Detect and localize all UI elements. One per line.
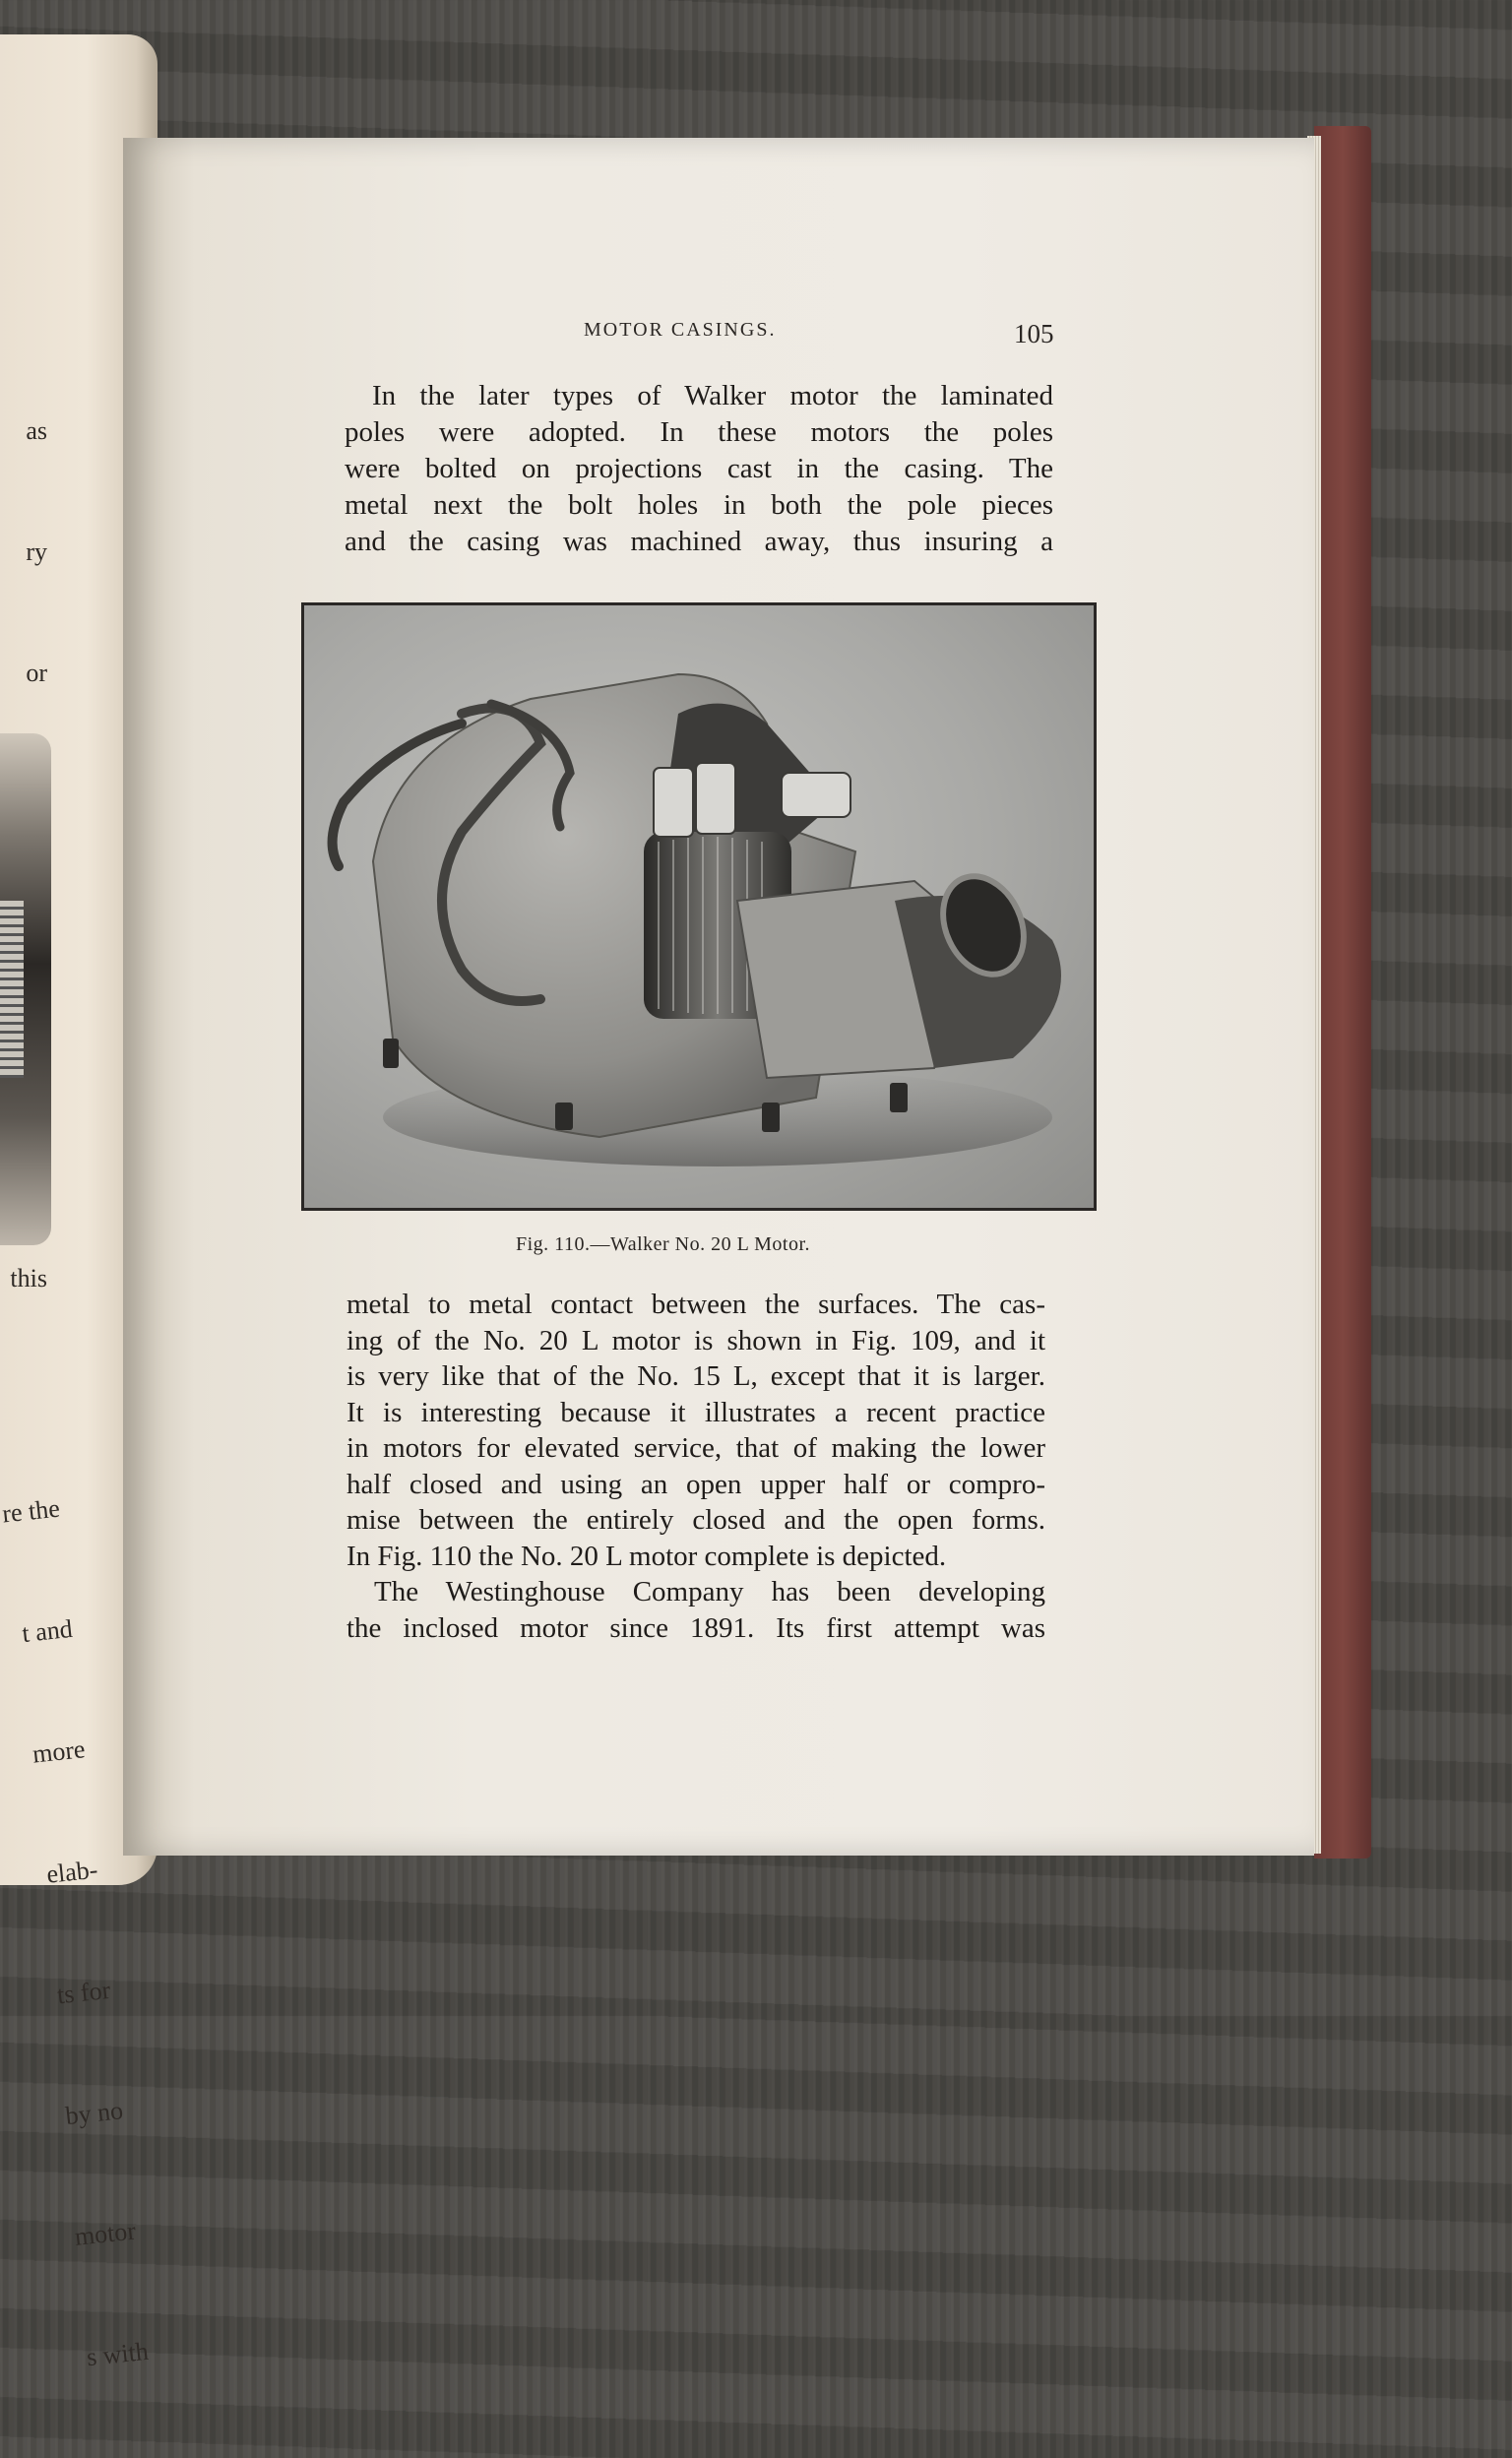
- text-line: In Fig. 110 the No. 20 L motor complete is depicted.: [346, 1540, 947, 1572]
- walker-motor-illustration: [304, 605, 1094, 1208]
- left-fragment: ry: [26, 537, 47, 566]
- left-fragment: this: [10, 1264, 47, 1292]
- motor-photograph: [301, 602, 1097, 1211]
- left-fragment: or: [26, 659, 47, 687]
- page-number: 105: [1014, 319, 1054, 348]
- text-line: mise between the entirely closed and the open forms.: [346, 1504, 1045, 1536]
- left-fragment: re the: [1, 1493, 62, 1529]
- left-fragment: elab-: [45, 1855, 99, 1889]
- left-fragment: by no: [64, 2096, 125, 2131]
- text-line: ing of the No. 20 L motor is shown in Fig. 109, and it: [346, 1324, 1045, 1356]
- text-line: The Westinghouse Company has been developing: [374, 1576, 1045, 1607]
- text-line: In the later types of Walker motor the laminated: [372, 380, 1053, 411]
- text-line: It is interesting because it illustrates a recent practice: [346, 1396, 1045, 1428]
- running-head: MOTOR CASINGS.: [584, 319, 777, 341]
- text-line: in motors for elevated service, that of making the lower: [346, 1432, 1045, 1464]
- text-line: poles were adopted. In these motors the poles: [345, 416, 1053, 448]
- left-fragment: motor: [73, 2216, 138, 2251]
- paragraph-bottom: [346, 1287, 1045, 1646]
- paragraph-top: [345, 378, 1053, 560]
- text-line: metal next the bolt holes in both the pole pieces: [345, 489, 1053, 521]
- text-line: were bolted on projections cast in the casing. The: [345, 453, 1053, 484]
- left-page-illustration: [0, 733, 51, 1245]
- left-fragment: t and: [21, 1613, 75, 1649]
- text-line: the inclosed motor since 1891. Its first attempt was: [346, 1611, 1045, 1644]
- left-fragment: as: [26, 416, 47, 445]
- left-fragment: s with: [85, 2336, 151, 2372]
- text-line: is very like that of the No. 15 L, except that it is larger.: [346, 1360, 1045, 1392]
- figure-caption: Fig. 110.—Walker No. 20 L Motor.: [516, 1233, 810, 1255]
- book-cover-edge: [1314, 126, 1371, 1859]
- text-line: half closed and using an open upper half or compro-: [346, 1468, 1045, 1500]
- left-fragment: ts for: [55, 1975, 112, 2010]
- text-line: metal to metal contact between the surfaces. The cas-: [346, 1289, 1045, 1320]
- left-fragment: more: [31, 1734, 87, 1769]
- text-line: and the casing was machined away, thus insuring a: [345, 526, 1053, 557]
